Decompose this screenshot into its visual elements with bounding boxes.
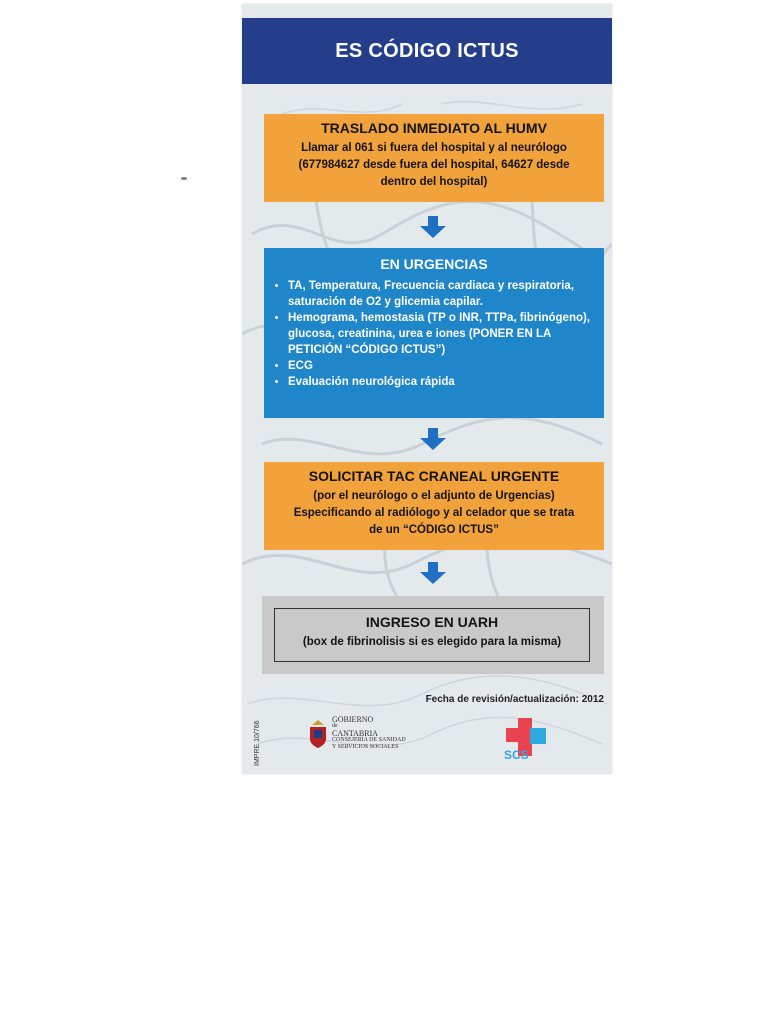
coat-of-arms-icon xyxy=(308,719,328,749)
step-ct-box xyxy=(264,462,604,550)
gov-name: GOBIERNO xyxy=(332,715,374,724)
step-ct-line: de un “CÓDIGO ICTUS” xyxy=(369,524,499,536)
step-emergency-list xyxy=(274,278,594,390)
page-title: ES CÓDIGO ICTUS xyxy=(242,18,612,84)
step-admission-box xyxy=(262,596,604,674)
step-admission-title: INGRESO EN UARH xyxy=(365,614,499,630)
step-ct-line: Especificando al radiólogo y al celador que se trata xyxy=(293,507,575,519)
list-item: • ECG xyxy=(288,358,594,374)
step-admission-line: (box de fibrinolisis si es elegido para la misma) xyxy=(302,636,562,648)
list-item: • Evaluación neurológica rápida xyxy=(288,374,594,390)
arrow-down-icon xyxy=(420,562,446,584)
step-transfer-line: dentro del hospital) xyxy=(380,176,488,188)
list-item: • Hemograma, hemostasia (TP o INR, TTPa, fibrinógeno), glucosa, creatinina, urea e iones (PONER EN LA PETICIÓN “CÓDIGO ICTUS”) xyxy=(288,310,594,358)
gov-name: de xyxy=(332,723,338,729)
scs-logo xyxy=(504,718,552,771)
step-transfer-line: Llamar al 061 si fuera del hospital y al neurólogo xyxy=(301,142,567,154)
scs-text: SCS xyxy=(504,748,529,762)
arrow-down-icon xyxy=(420,216,446,238)
step-ct-line: (por el neurólogo o el adjunto de Urgencias) xyxy=(313,490,555,502)
gov-department: Y SERVICIOS SOCIALES xyxy=(332,744,399,750)
step-transfer-title: TRASLADO INMEDIATO AL HUMV xyxy=(321,120,547,136)
step-ct-title: SOLICITAR TAC CRANEAL URGENTE xyxy=(308,468,560,484)
gov-name: CANTABRIA xyxy=(332,729,379,738)
list-item: • TA, Temperatura, Frecuencia cardiaca y respiratoria, saturación de O2 y glicemia capilar. xyxy=(288,278,594,310)
step-emergency-title: EN URGENCIAS xyxy=(380,256,488,272)
gov-department: CONSEJERÍA DE SANIDAD xyxy=(332,737,406,743)
scan-speck xyxy=(181,177,187,180)
step-admission-frame xyxy=(274,608,590,662)
step-transfer-line: (677984627 desde fuera del hospital, 64627 desde xyxy=(298,159,570,171)
step-transfer-box xyxy=(264,114,604,202)
government-logo xyxy=(308,716,406,751)
imprint-code: IMPRE 10/766 xyxy=(254,720,261,766)
revision-date: Fecha de revisión/actualización: 2012 xyxy=(425,694,604,705)
stroke-protocol-card xyxy=(242,4,612,774)
step-emergency-box xyxy=(264,248,604,418)
arrow-down-icon xyxy=(420,428,446,450)
